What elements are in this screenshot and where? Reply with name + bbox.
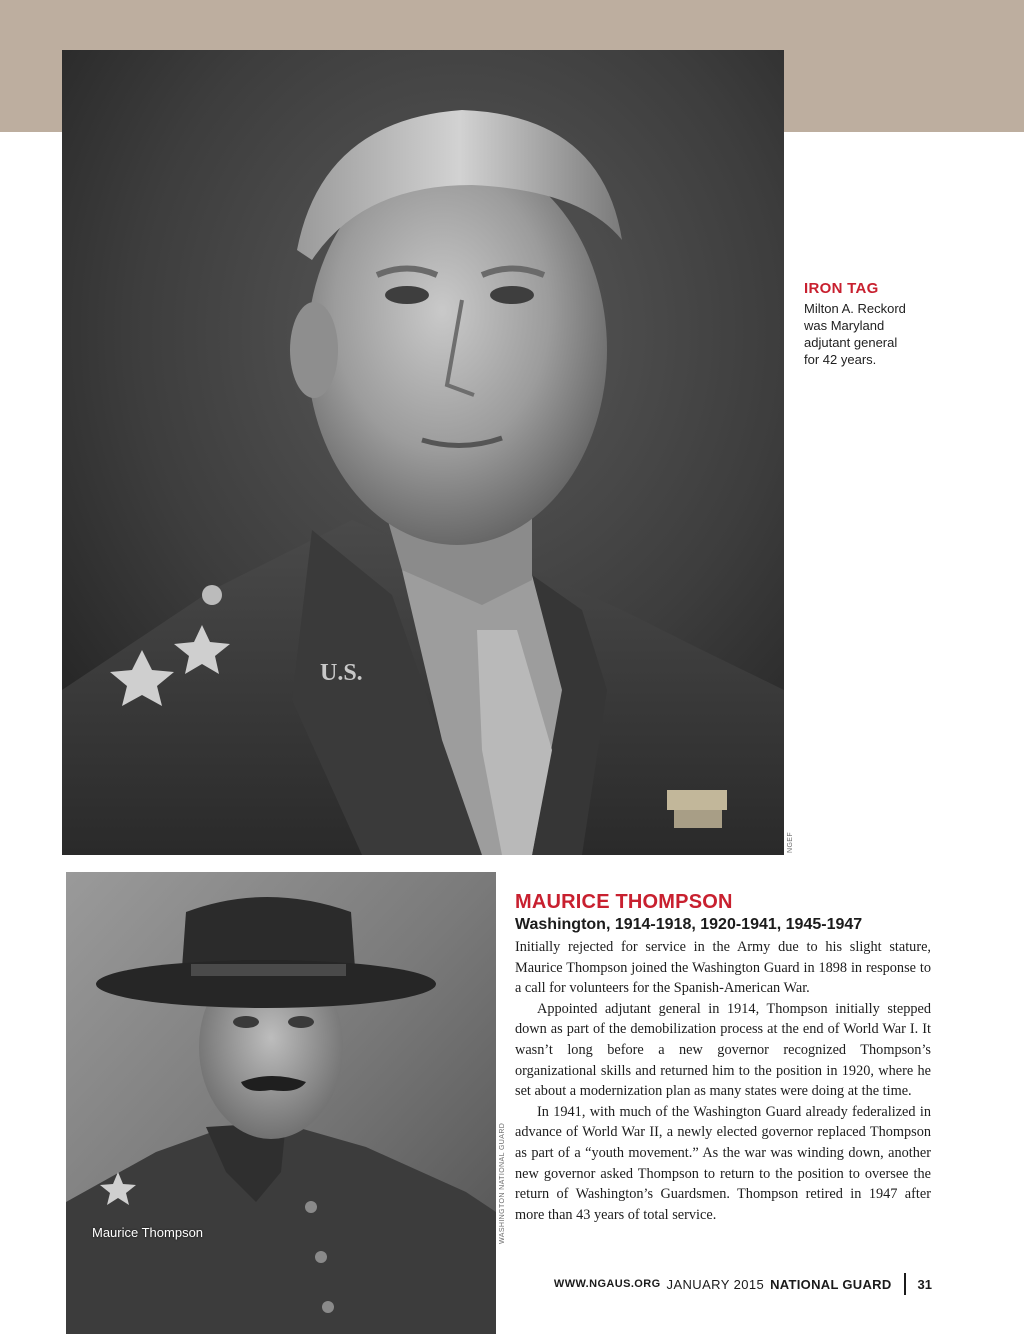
article xyxy=(515,890,931,1225)
page-footer xyxy=(554,1273,932,1295)
article-paragraph: Appointed adjutant general in 1914, Thompson initially stepped down as part of the demobilization process at the end of World War I. It wasn’t long before a new governor recognized Thompson’s organizational skills and returned him to the position in 1920, where he set about a modernization plan as many states were doing at the time. xyxy=(515,1000,931,1100)
page-number: 31 xyxy=(917,1276,932,1292)
caption-kicker: IRON TAG xyxy=(804,280,879,297)
footer-issue: JANUARY 2015 xyxy=(666,1276,765,1292)
article-paragraph: Initially rejected for service in the Army due to his slight stature, Maurice Thompson joined the Washington Guard in 1898 in response to a call for volunteers for the Spanish-American War. xyxy=(515,939,931,997)
sidebar-caption xyxy=(804,280,964,368)
photo-credit-second: WASHINGTON NATIONAL GUARD xyxy=(499,1122,506,1244)
footer-publication: NATIONAL GUARD xyxy=(770,1276,892,1292)
photo-caption-thompson: Maurice Thompson xyxy=(92,1225,204,1240)
portrait-photo-reckord xyxy=(62,50,784,855)
footer-url[interactable]: WWW.NGAUS.ORG xyxy=(553,1278,661,1290)
photo-credit-main: NGEF xyxy=(787,831,794,853)
article-body xyxy=(515,937,931,1225)
portrait-photo-thompson xyxy=(66,872,496,1334)
article-subhead: Washington, 1914-1918, 1920-1941, 1945-1947 xyxy=(515,916,863,933)
footer-divider xyxy=(904,1273,906,1295)
portrait-reckord-illustration xyxy=(62,50,784,855)
article-headline: MAURICE THOMPSON xyxy=(515,891,733,913)
article-paragraph: In 1941, with much of the Washington Guard already federalized in advance of World War II, a newly elected governor replaced Thompson as part of a “youth movement.” As the war was winding down, another new governor asked Thompson to return to the position to oversee the return of Washington’s Guardsmen. Thompson retired in 1947 after more than 43 years of total service. xyxy=(515,1103,931,1223)
portrait-thompson-illustration xyxy=(66,872,496,1334)
caption-text: Milton A. Reckord was Maryland adjutant general for 42 years. xyxy=(804,301,906,367)
svg-text:U.S.: U.S. xyxy=(320,660,363,686)
